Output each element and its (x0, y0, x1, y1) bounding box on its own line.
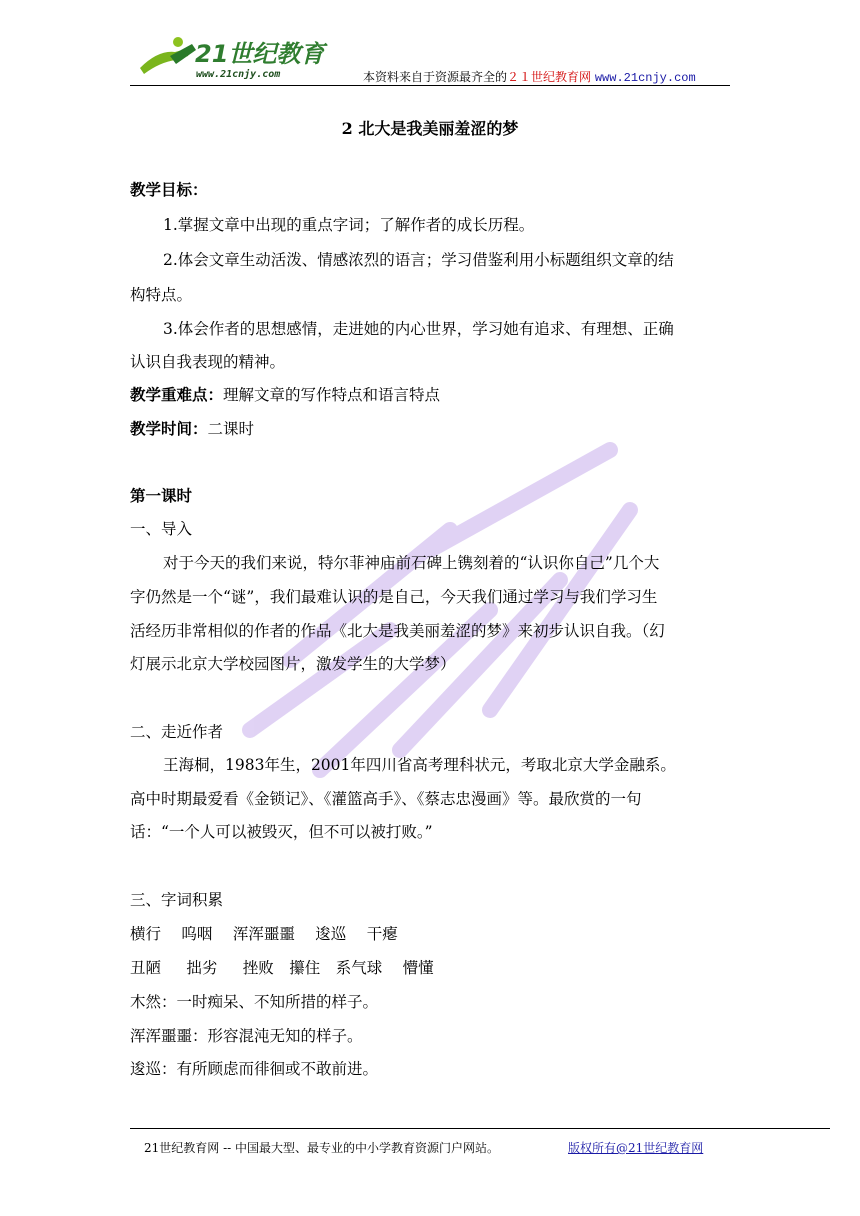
keypoints-line (130, 385, 440, 405)
intro-paragraph-line-4: 灯展示北京大学校园图片，激发学生的大学梦） (130, 655, 456, 673)
page-footer (130, 1128, 830, 1155)
lesson-1-heading: 第一课时 (130, 486, 193, 505)
time-line (130, 419, 254, 439)
author-paragraph-line-1: 王海桐，1983年生，2001年四川省高考理科状元，考取北京大学金融系。 (163, 756, 676, 774)
goals-heading: 教学目标： (130, 180, 208, 199)
goal-item-3-line-1: 3.体会作者的思想感情，走进她的内心世界，学习她有追求、有理想、正确 (163, 320, 674, 338)
goal-item-2-line-1: 2.体会文章生动活泼、情感浓烈的语言；学习借鉴利用小标题组织文章的结 (163, 251, 674, 269)
intro-paragraph-line-2: 字仍然是一个“谜”，我们最难认识的是自己，今天我们通过学习与我们学习生 (130, 588, 658, 606)
intro-paragraph-line-3: 活经历非常相似的作者的作品《北大是我美丽羞涩的梦》来初步认识自我。（幻 (130, 622, 665, 640)
time-label: 教学时间： (130, 419, 208, 438)
author-paragraph-line-2: 高中时期最爱看《金锁记》、《灌篮高手》、《蔡志忠漫画》等。最欣赏的一句 (130, 790, 642, 808)
words-heading: 三、字词积累 (130, 891, 224, 909)
author-heading: 二、走近作者 (130, 723, 224, 741)
site-logo (130, 30, 340, 85)
tagline-brand: ２１世纪教育网 (507, 70, 592, 84)
definition-2: 浑浑噩噩：形容混沌无知的样子。 (130, 1027, 363, 1045)
tagline-prefix: 本资料来自于资源最齐全的 (363, 70, 508, 84)
document-title: 2 北大是我美丽羞涩的梦 (341, 119, 519, 138)
tagline-url[interactable]: www.21cnjy.com (594, 71, 696, 85)
words-row-1: 横行 呜咽 浑浑噩噩 逡巡 干瘪 (130, 925, 398, 943)
footer-text: 21世纪教育网 -- 中国最大型、最专业的中小学教育资源门户网站。 (144, 1141, 500, 1155)
keypoints-text: 理解文章的写作特点和语言特点 (223, 386, 441, 404)
svg-text:www.21cnjy.com: www.21cnjy.com (196, 69, 281, 80)
intro-paragraph-line-1: 对于今天的我们来说，特尔菲神庙前石碑上镌刻着的“认识你自己”几个大 (163, 554, 660, 572)
author-paragraph-line-3: 话：“一个人可以被毁灭，但不可以被打败。” (130, 823, 433, 841)
svg-text:21世纪教育: 21世纪教育 (195, 40, 325, 68)
footer-copyright-link[interactable]: 版权所有@21世纪教育网 (568, 1141, 704, 1155)
definition-1: 木然：一时痴呆、不知所措的样子。 (130, 993, 379, 1011)
words-row-2: 丑陋 拙劣 挫败 攥住 系气球 懵懂 (130, 959, 434, 977)
goal-item-3-line-2: 认识自我表现的精神。 (130, 353, 286, 371)
time-text: 二课时 (207, 420, 255, 438)
header-tagline (363, 68, 696, 85)
goal-item-2-line-2: 构特点。 (130, 286, 193, 304)
keypoints-label: 教学重难点： (130, 385, 224, 404)
definition-3: 逡巡：有所顾虑而徘徊或不敢前进。 (130, 1060, 379, 1078)
goal-item-1: 1.掌握文章中出现的重点字词；了解作者的成长历程。 (163, 216, 535, 234)
page-header (130, 30, 730, 86)
intro-heading: 一、导入 (130, 520, 193, 538)
